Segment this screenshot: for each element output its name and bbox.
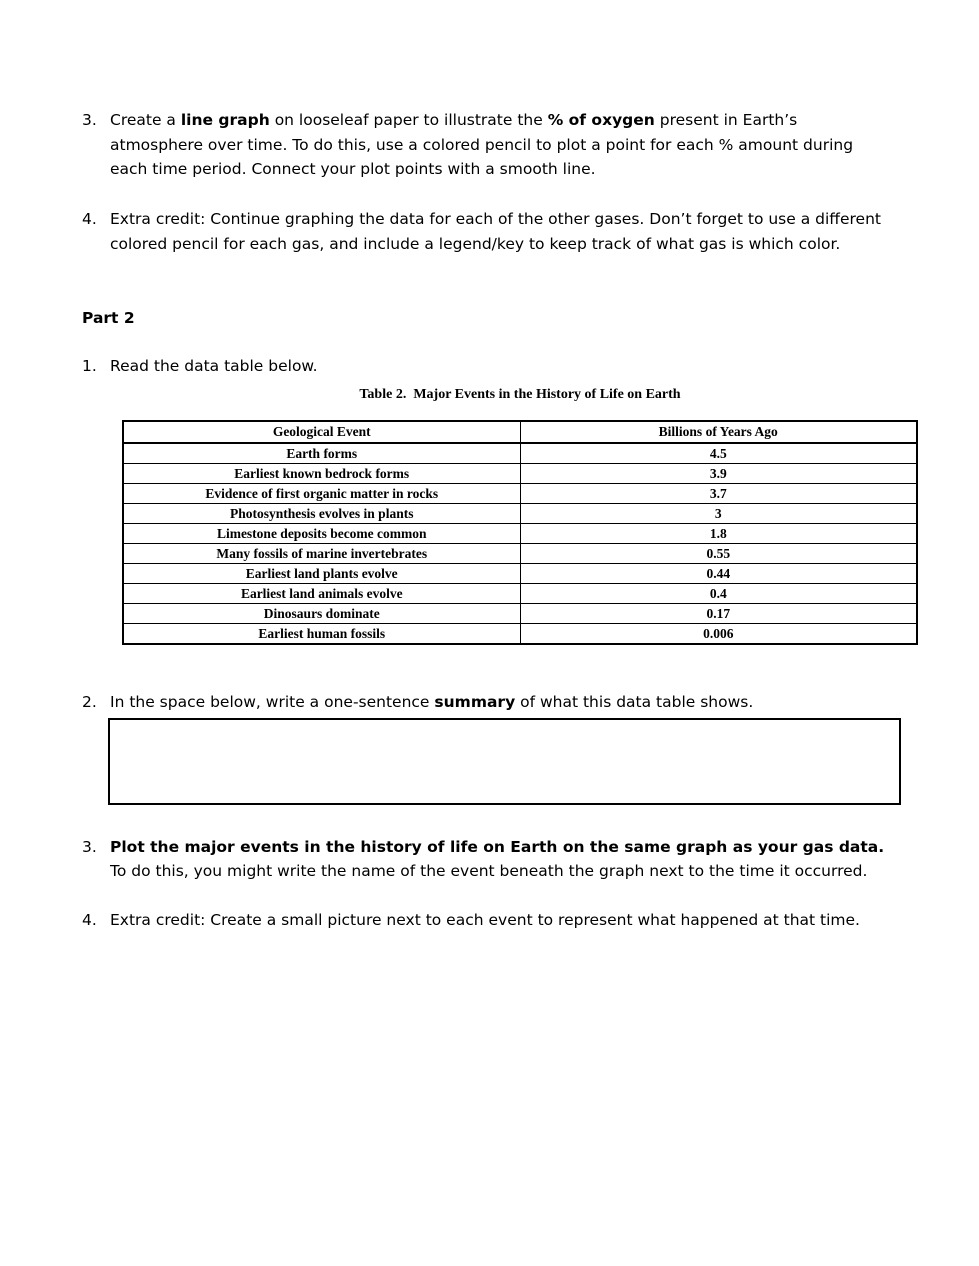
table-row bbox=[123, 463, 917, 483]
table-header-row bbox=[123, 421, 917, 443]
table-row bbox=[123, 523, 917, 543]
table-row bbox=[123, 503, 917, 523]
item-text: Create a line graph on looseleaf paper to illustrate the % of oxygen present in Earth’s atmosphere over time. To do this, use a colored pencil to plot a point for each % amount during each time period. Connect your plot points with a smooth line. bbox=[110, 111, 854, 179]
table-cell: 0.44 bbox=[520, 563, 917, 583]
table-header-cell: Billions of Years Ago bbox=[520, 421, 917, 443]
table-cell: Earliest human fossils bbox=[123, 623, 520, 644]
summary-input-box[interactable] bbox=[108, 718, 901, 805]
table-row bbox=[123, 603, 917, 623]
item-number: 3. bbox=[82, 111, 97, 129]
table-header-cell: Geological Event bbox=[123, 421, 520, 443]
numbered-item bbox=[82, 207, 893, 256]
numbered-item bbox=[82, 908, 893, 933]
numbered-item bbox=[82, 835, 893, 884]
table-row bbox=[123, 483, 917, 503]
item-number: 4. bbox=[82, 911, 97, 930]
table-row bbox=[123, 583, 917, 603]
table-cell: Dinosaurs dominate bbox=[123, 603, 520, 623]
table-cell: Many fossils of marine invertebrates bbox=[123, 543, 520, 563]
item-text: Plot the major events in the history of life on Earth on the same graph as your gas data. To do this, you might write the name of the event beneath the graph next to the time it occurred. bbox=[110, 837, 885, 881]
table-cell: 4.5 bbox=[520, 443, 917, 464]
table-cell: Earth forms bbox=[123, 443, 520, 464]
table-row bbox=[123, 543, 917, 563]
table-row bbox=[123, 623, 917, 644]
item-text: Extra credit: Create a small picture next to each event to represent what happened at that time. bbox=[110, 911, 860, 930]
item-number: 1. bbox=[82, 357, 97, 376]
table-cell: 0.17 bbox=[520, 603, 917, 623]
table-cell: 0.4 bbox=[520, 583, 917, 603]
item-number: 2. bbox=[82, 692, 97, 711]
table-row bbox=[123, 563, 917, 583]
numbered-item bbox=[82, 690, 893, 715]
table-cell: Earliest land animals evolve bbox=[123, 583, 520, 603]
table-cell: 1.8 bbox=[520, 523, 917, 543]
part2-items-after bbox=[82, 835, 893, 933]
part2-heading: Part 2 bbox=[82, 308, 135, 327]
item-number: 3. bbox=[82, 837, 97, 856]
table-cell: Earliest known bedrock forms bbox=[123, 463, 520, 483]
table-row bbox=[123, 443, 917, 464]
table-cell: 3.9 bbox=[520, 463, 917, 483]
table-cell: 0.55 bbox=[520, 543, 917, 563]
part2-item-read bbox=[82, 354, 893, 379]
numbered-item bbox=[82, 354, 893, 379]
events-table bbox=[122, 420, 918, 645]
table-cell: 3 bbox=[520, 503, 917, 523]
item-text: Extra credit: Continue graphing the data for each of the other gases. Don’t forget to use a different colored pencil for each gas, and include a legend/key to keep track of what gas is which color. bbox=[110, 210, 881, 253]
table-caption: Table 2. Major Events in the History of Life on Earth bbox=[359, 386, 681, 402]
table-cell: Limestone deposits become common bbox=[123, 523, 520, 543]
table-cell: Photosynthesis evolves in plants bbox=[123, 503, 520, 523]
table-cell: Evidence of first organic matter in rocks bbox=[123, 483, 520, 503]
item-text: Read the data table below. bbox=[110, 357, 318, 376]
numbered-item bbox=[82, 108, 893, 182]
item-number: 4. bbox=[82, 210, 97, 229]
part2-item-summary bbox=[82, 690, 893, 715]
table-cell: Earliest land plants evolve bbox=[123, 563, 520, 583]
table-cell: 3.7 bbox=[520, 483, 917, 503]
item-text: In the space below, write a one-sentence summary of what this data table shows. bbox=[110, 692, 754, 711]
part1-list bbox=[82, 108, 893, 257]
table-cell: 0.006 bbox=[520, 623, 917, 644]
